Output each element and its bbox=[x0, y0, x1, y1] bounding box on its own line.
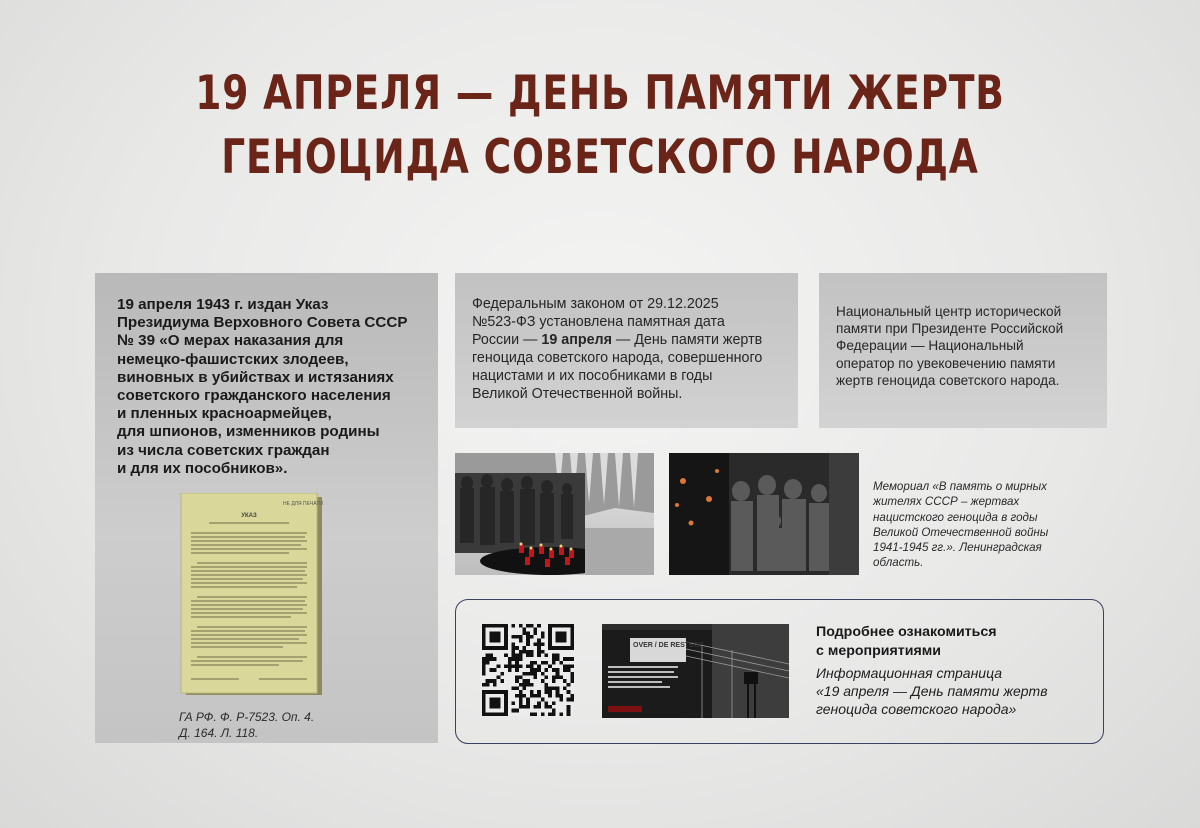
center-line: Национальный центр исторической bbox=[836, 304, 1062, 319]
law-line: Федеральным законом от 29.12.2025 bbox=[472, 296, 719, 312]
page-title-line-1: 19 АПРЕЛЯ — ДЕНЬ ПАМЯТИ ЖЕРТВ bbox=[195, 66, 1005, 121]
decree-line: немецко-фашистских злодеев, bbox=[117, 350, 349, 368]
decree-text bbox=[117, 296, 427, 478]
memorial-photo-2 bbox=[669, 453, 859, 575]
info-heading-line: Подробнее ознакомиться bbox=[816, 624, 997, 640]
decree-line: и пленных красноармейцев, bbox=[117, 405, 332, 423]
law-line-pre: России — bbox=[472, 332, 542, 348]
law-line: Великой Отечественной войны. bbox=[472, 386, 683, 402]
federal-law-text bbox=[472, 295, 792, 403]
decree-line: виновных в убийствах и истязаниях bbox=[117, 368, 394, 386]
info-box bbox=[455, 599, 1104, 744]
center-line: оператор по увековечению памяти bbox=[836, 355, 1056, 371]
memorial-caption bbox=[873, 479, 1088, 571]
decree-line: советского гражданского населения bbox=[117, 387, 391, 405]
page-title bbox=[120, 62, 1080, 190]
info-sub-line: «19 апреля — День памяти жертв bbox=[816, 683, 1048, 699]
national-center-text bbox=[836, 303, 1104, 389]
federal-law-panel bbox=[455, 273, 798, 428]
document-stamp: НЕ ДЛЯ ПЕЧАТИ bbox=[283, 501, 323, 507]
law-line: №523-ФЗ установлена памятная дата bbox=[472, 314, 725, 330]
law-line: нацистами и их пособниками в годы bbox=[472, 368, 713, 384]
info-heading-line: с мероприятиями bbox=[816, 642, 941, 659]
info-sub-line: Информационная страница bbox=[816, 665, 1003, 681]
center-line: жертв геноцида советского народа. bbox=[836, 372, 1060, 388]
website-screenshot bbox=[602, 624, 789, 718]
memorial-caption-line: Мемориал «В память о мирных bbox=[873, 480, 1047, 493]
decree-line: 19 апреля 1943 г. издан Указ bbox=[117, 296, 329, 313]
decree-document-image bbox=[179, 493, 325, 699]
national-center-panel bbox=[819, 273, 1107, 428]
memorial-caption-line: область. bbox=[873, 556, 924, 570]
memorial-caption-line: Великой Отечественной войны bbox=[873, 525, 1049, 539]
decree-panel bbox=[95, 273, 438, 743]
memorial-caption-line: 1941-1945 гг.». Ленинградская bbox=[873, 541, 1042, 555]
memorial-caption-line: нацистского геноцида в годы bbox=[873, 510, 1038, 524]
law-line bbox=[472, 331, 792, 349]
decree-line: и для их пособников». bbox=[117, 459, 288, 477]
document-caption-line: ГА РФ. Ф. Р-7523. Оп. 4. bbox=[179, 710, 315, 724]
info-sub-line: геноцида советского народа» bbox=[816, 701, 1017, 717]
document-heading: УКАЗ bbox=[241, 513, 257, 519]
center-line: памяти при Президенте Российской bbox=[836, 321, 1064, 337]
document-caption-line: Д. 164. Л. 118. bbox=[179, 725, 259, 740]
info-heading bbox=[816, 623, 1096, 660]
page-title-line-2: ГЕНОЦИДА СОВЕТСКОГО НАРОДА bbox=[221, 130, 979, 185]
decree-line: для шпионов, изменников родины bbox=[117, 423, 380, 441]
law-line: геноцида советского народа, совершенного bbox=[472, 350, 763, 366]
law-line-post: — День памяти жертв bbox=[611, 332, 763, 348]
decree-line: из числа советских граждан bbox=[117, 441, 330, 459]
decree-line: № 39 «О мерах наказания для bbox=[117, 332, 344, 350]
qr-code[interactable] bbox=[482, 624, 574, 716]
decree-line: Президиума Верховного Совета СССР bbox=[117, 314, 408, 332]
screenshot-sign: OVER / DE RESTEGE bbox=[633, 642, 704, 649]
center-line: Федерации — Национальный bbox=[836, 338, 1024, 354]
memorial-photo-1 bbox=[455, 453, 654, 575]
law-date-bold: 19 апреля bbox=[541, 332, 612, 348]
memorial-caption-line: жителях СССР – жертвах bbox=[873, 495, 1020, 509]
document-caption bbox=[179, 710, 399, 741]
info-page-link[interactable] bbox=[816, 664, 1096, 718]
